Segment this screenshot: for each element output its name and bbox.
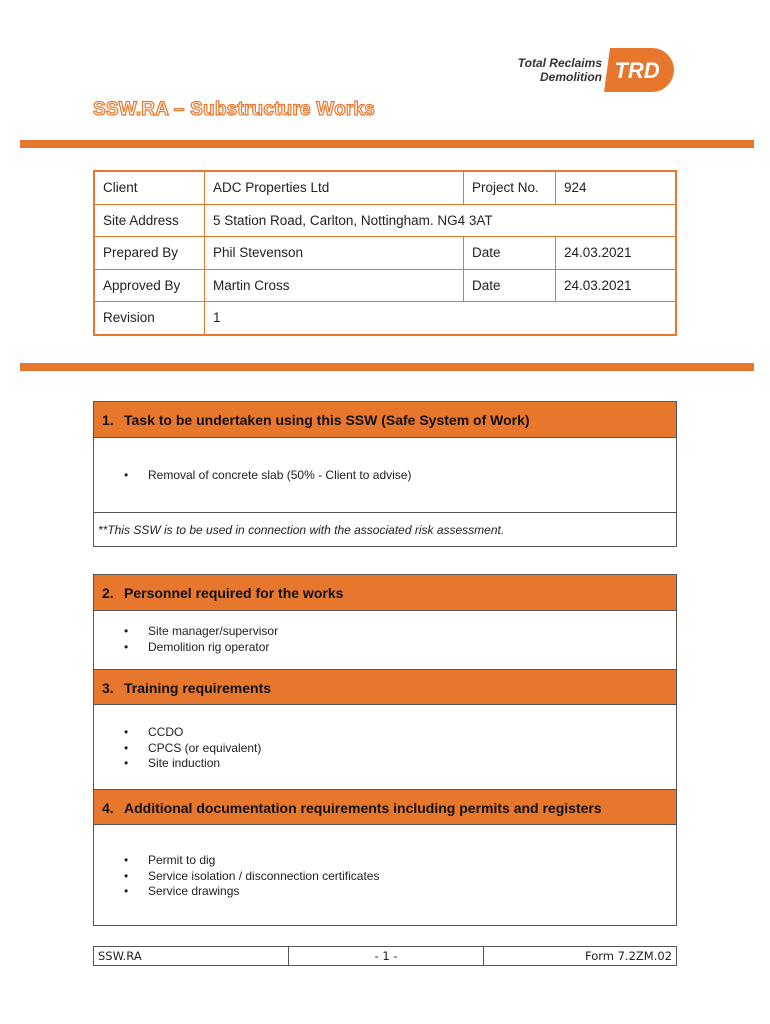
list-item-text: CPCS (or equivalent): [148, 740, 262, 755]
list-item-text: CCDO: [148, 725, 184, 739]
list-item: [94, 756, 676, 772]
list-item-text: Site induction: [148, 756, 221, 770]
list-item-text: Service drawings: [148, 884, 240, 898]
prepared-date-value: 24.03.2021: [556, 237, 677, 270]
table-row: [94, 171, 676, 204]
approved-date-value: 24.03.2021: [556, 269, 677, 302]
middle-divider: [20, 363, 754, 371]
list-item: [94, 741, 676, 757]
table-row: [94, 269, 676, 302]
bullet-icon: •: [124, 868, 129, 883]
list-item-text: Service isolation / disconnection certificates: [148, 868, 380, 883]
prepared-by-value: Phil Stevenson: [205, 237, 464, 270]
section-number: 2.: [102, 585, 114, 601]
list-item-text: Demolition rig operator: [148, 639, 270, 654]
documentation-list: [94, 825, 676, 900]
section-group: [93, 574, 677, 926]
list-item: [94, 725, 676, 741]
bullet-icon: •: [124, 740, 129, 755]
site-address-value: 5 Station Road, Carlton, Nottingham. NG4 3AT: [205, 204, 677, 237]
approved-by-label: Approved By: [94, 269, 205, 302]
table-row: [94, 204, 676, 237]
footer-doc-ref: SSW.RA: [94, 947, 289, 966]
bullet-icon: •: [124, 884, 129, 898]
top-divider: [20, 140, 754, 148]
section-title: Training requirements: [124, 680, 272, 696]
project-no-value: 924: [556, 171, 677, 204]
prepared-date-label: Date: [464, 237, 556, 270]
section-number: 4.: [102, 800, 114, 816]
table-row: [94, 302, 676, 335]
approved-by-value: Martin Cross: [205, 269, 464, 302]
list-item: [94, 884, 676, 900]
personnel-list: [94, 611, 676, 669]
bullet-icon: •: [124, 624, 129, 638]
section-personnel-heading: [94, 575, 676, 611]
ssw-note: **This SSW is to be used in connection with the associated risk assessment.: [94, 512, 676, 547]
trd-logo: [604, 48, 674, 92]
list-item: [94, 468, 676, 484]
list-item-text: Permit to dig: [148, 853, 216, 867]
table-row: [94, 237, 676, 270]
table-row: [94, 947, 677, 966]
section-documentation-heading: [94, 789, 676, 825]
list-item: [94, 624, 676, 640]
prepared-by-label: Prepared By: [94, 237, 205, 270]
revision-label: Revision: [94, 302, 205, 335]
list-item-text: Site manager/supervisor: [148, 624, 279, 638]
section-title: Personnel required for the works: [124, 585, 344, 601]
section-title: Task to be undertaken using this SSW (Safe System of Work): [124, 412, 530, 428]
client-value: ADC Properties Ltd: [205, 171, 464, 204]
revision-value: 1: [205, 302, 677, 335]
bullet-icon: •: [124, 725, 129, 739]
footer-page-number: - 1 -: [289, 947, 484, 966]
site-address-label: Site Address: [94, 204, 205, 237]
task-list: [94, 438, 676, 512]
project-info-table: [93, 170, 677, 336]
trd-logo-text: TRD: [614, 58, 660, 83]
client-label: Client: [94, 171, 205, 204]
list-item: [94, 869, 676, 885]
section-task-heading: [94, 402, 676, 438]
project-no-label: Project No.: [464, 171, 556, 204]
page-title: SSW.RA – Substructure Works: [93, 99, 376, 120]
bullet-icon: •: [124, 468, 129, 482]
bullet-icon: •: [124, 756, 129, 770]
company-name: [518, 56, 602, 84]
section-training-heading: [94, 669, 676, 705]
section-task: [93, 401, 677, 547]
company-name-line2: Demolition: [540, 70, 602, 84]
list-item: [94, 853, 676, 869]
section-number: 3.: [102, 680, 114, 696]
bullet-icon: •: [124, 639, 129, 654]
list-item: [94, 640, 676, 656]
approved-date-label: Date: [464, 269, 556, 302]
training-list: [94, 705, 676, 789]
section-number: 1.: [102, 412, 114, 428]
section-title: Additional documentation requirements including permits and registers: [124, 800, 602, 816]
page-footer: [93, 946, 677, 966]
list-item-text: Removal of concrete slab (50% - Client to advise): [148, 468, 412, 482]
footer-form-number: Form 7.2ZM.02: [484, 947, 677, 966]
company-name-line1: Total Reclaims: [517, 56, 602, 70]
bullet-icon: •: [124, 853, 129, 867]
